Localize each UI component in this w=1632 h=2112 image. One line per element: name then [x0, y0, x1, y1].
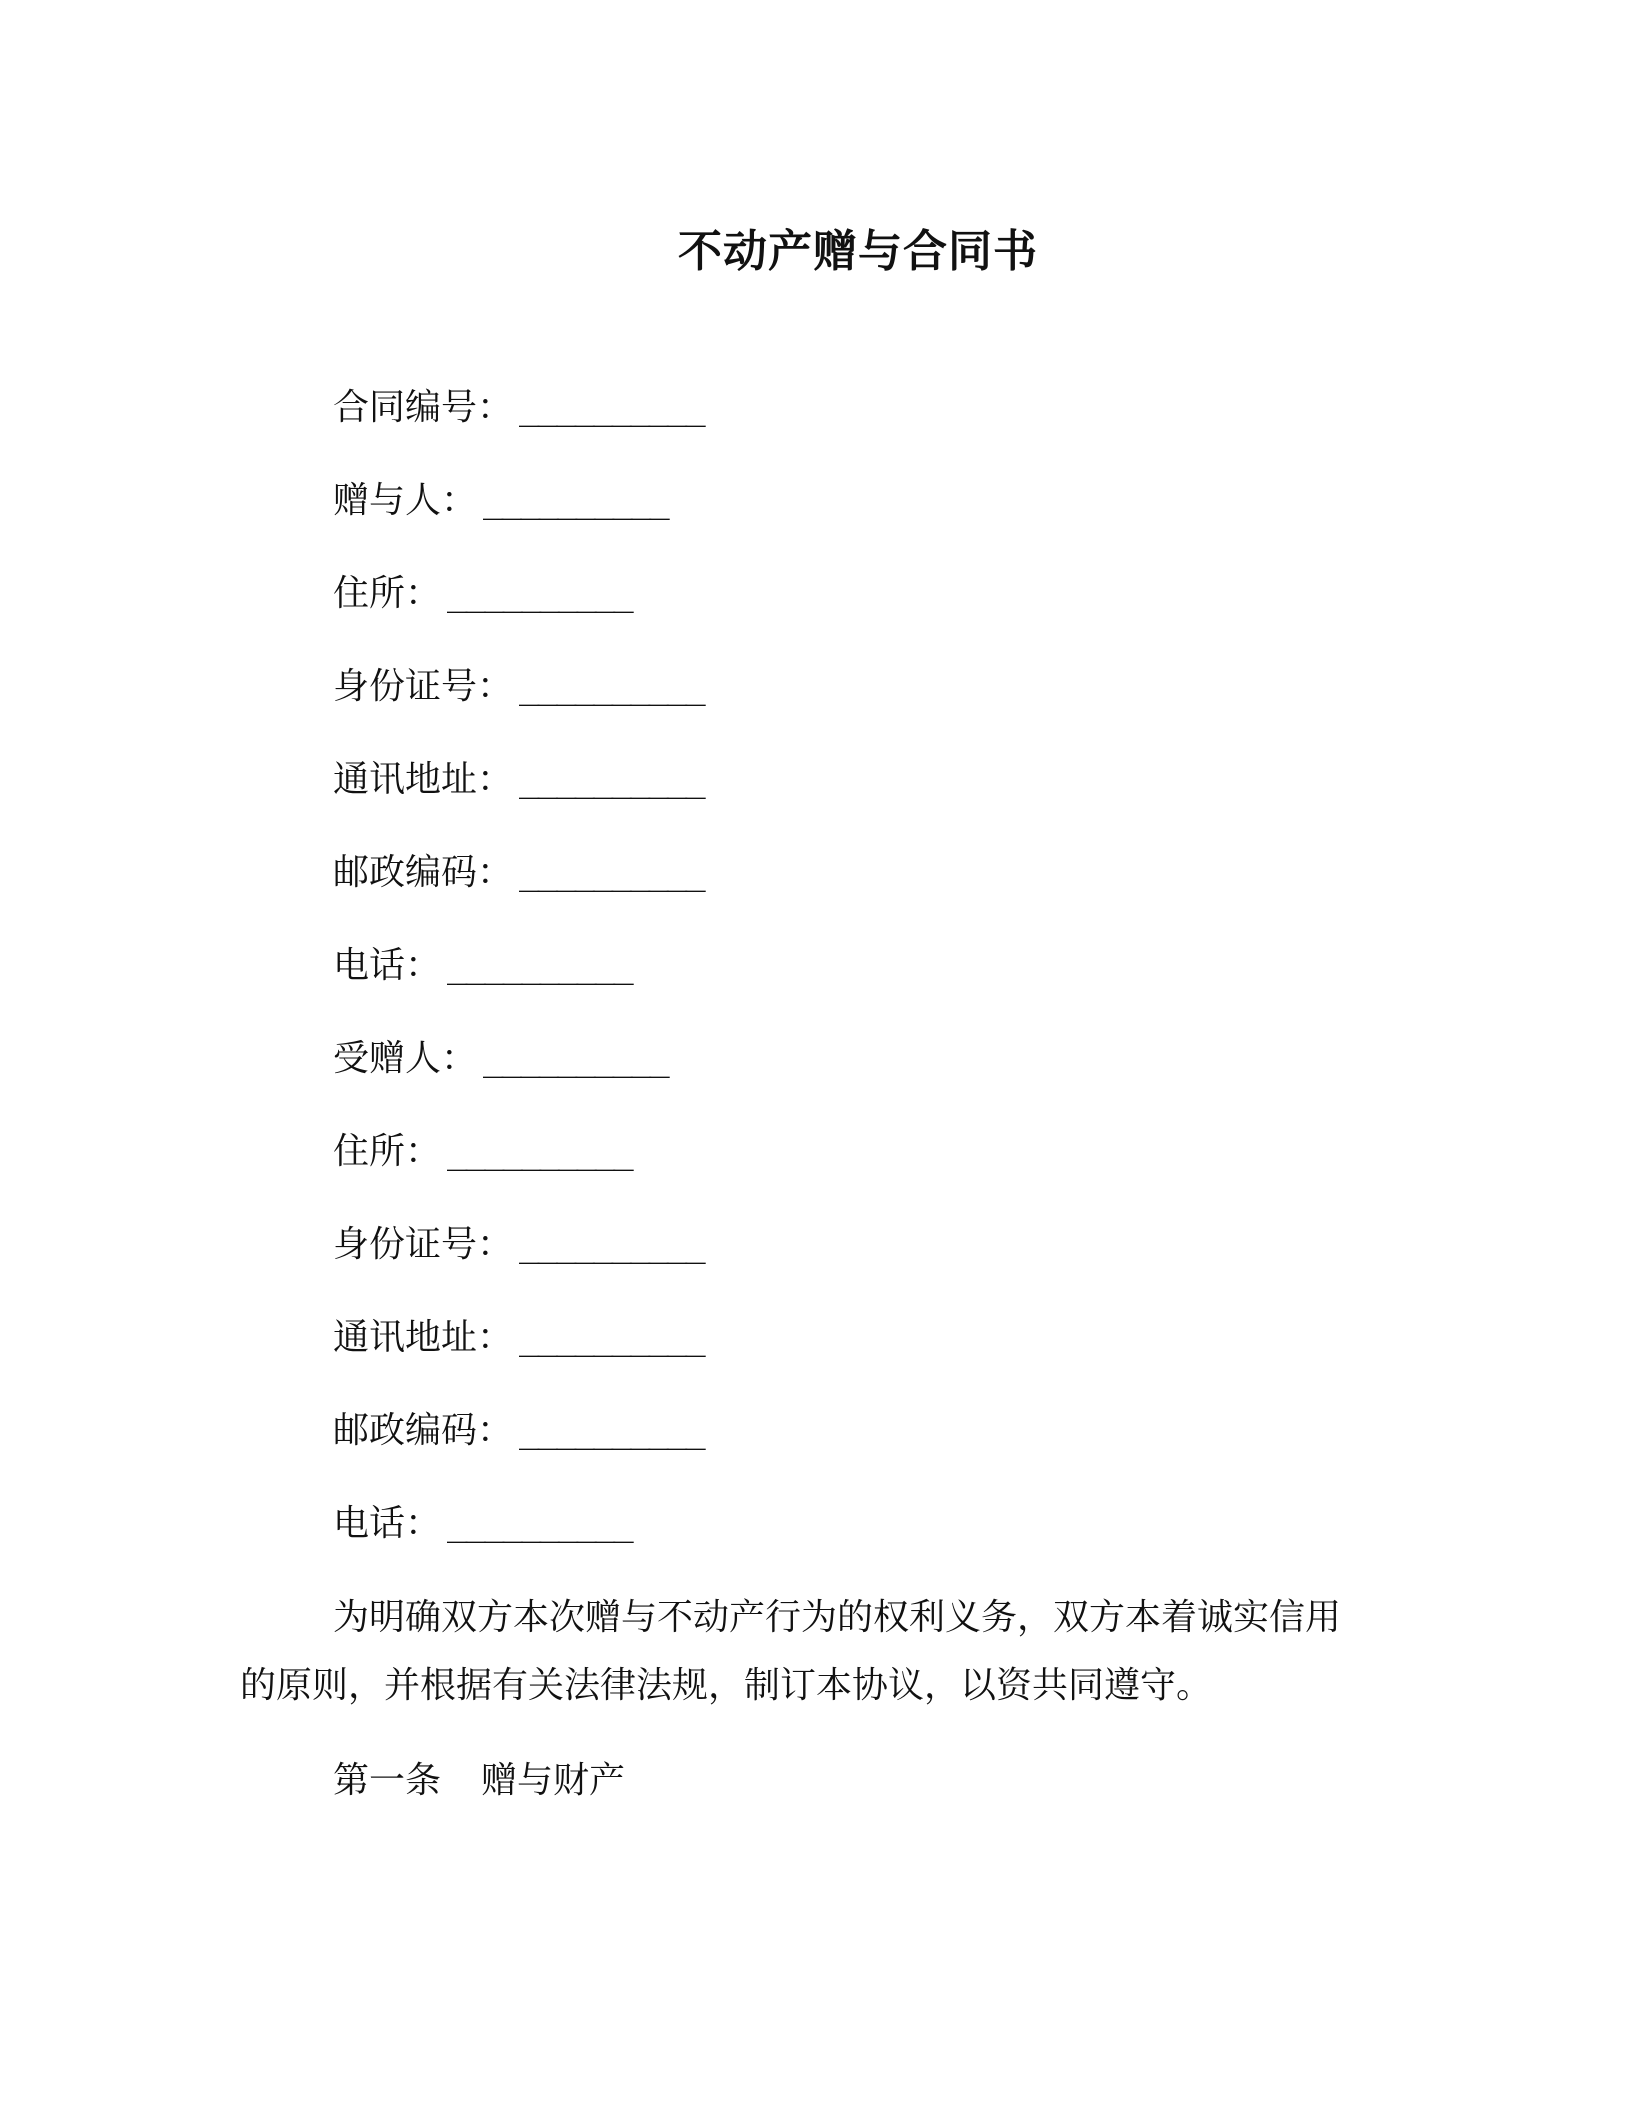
field-label: 通讯地址 [333, 759, 478, 800]
field-label: 住所 [333, 1131, 406, 1172]
field-contract-number [333, 382, 704, 434]
field-blank-line: __________ [483, 1039, 668, 1079]
field-colon: ： [405, 573, 442, 614]
field-blank-line: __________ [483, 481, 668, 521]
field-label: 赠与人 [333, 480, 442, 521]
field-label: 电话 [333, 945, 406, 986]
field-colon: ： [405, 1131, 442, 1172]
intro-paragraph-line: 的原则，并根据有关法律法规，制订本协议，以资共同遵守。 [240, 1665, 1213, 1706]
field-colon: ： [441, 1038, 478, 1079]
field-donee-residence [333, 1126, 632, 1178]
field-blank-line: __________ [519, 1225, 704, 1265]
field-blank-line: __________ [519, 760, 704, 800]
field-donee-id-number [333, 1219, 704, 1271]
field-blank-line: __________ [519, 1411, 704, 1451]
field-colon: ： [477, 387, 514, 428]
field-colon: ： [477, 852, 514, 893]
field-colon: ： [477, 759, 514, 800]
field-donee [333, 1033, 668, 1085]
field-blank-line: __________ [447, 1132, 632, 1172]
field-blank-line: __________ [519, 667, 704, 707]
field-blank-line: __________ [519, 388, 704, 428]
field-label: 身份证号 [333, 666, 478, 707]
field-colon: ： [405, 945, 442, 986]
article-heading [333, 1755, 625, 1807]
field-colon: ： [405, 1503, 442, 1544]
document-title: 不动产赠与合同书 [678, 226, 1038, 277]
field-label: 身份证号 [333, 1224, 478, 1265]
article-number: 第一条 [333, 1760, 442, 1801]
field-label: 邮政编码 [333, 1410, 478, 1451]
field-colon: ： [477, 1410, 514, 1451]
field-label: 受赠人 [333, 1038, 442, 1079]
field-donee-address [333, 1312, 704, 1364]
intro-paragraph-line: 为明确双方本次赠与不动产行为的权利义务，双方本着诚实信用 [333, 1597, 1342, 1638]
field-label: 住所 [333, 573, 406, 614]
field-donor-residence [333, 568, 632, 620]
field-donee-postal-code [333, 1405, 704, 1457]
field-label: 电话 [333, 1503, 406, 1544]
field-blank-line: __________ [519, 1318, 704, 1358]
field-donor-phone [333, 940, 632, 992]
field-donee-phone [333, 1498, 632, 1550]
field-blank-line: __________ [519, 853, 704, 893]
field-blank-line: __________ [447, 574, 632, 614]
field-label: 邮政编码 [333, 852, 478, 893]
field-donor-address [333, 754, 704, 806]
field-blank-line: __________ [447, 946, 632, 986]
article-title: 赠与财产 [481, 1760, 626, 1801]
field-colon: ： [477, 666, 514, 707]
field-colon: ： [441, 480, 478, 521]
field-colon: ： [477, 1224, 514, 1265]
field-donor-postal-code [333, 847, 704, 899]
field-label: 通讯地址 [333, 1317, 478, 1358]
field-label: 合同编号 [333, 387, 478, 428]
field-colon: ： [477, 1317, 514, 1358]
field-donor [333, 475, 668, 527]
field-blank-line: __________ [447, 1504, 632, 1544]
field-donor-id-number [333, 661, 704, 713]
intro-paragraph [240, 1584, 1380, 1720]
